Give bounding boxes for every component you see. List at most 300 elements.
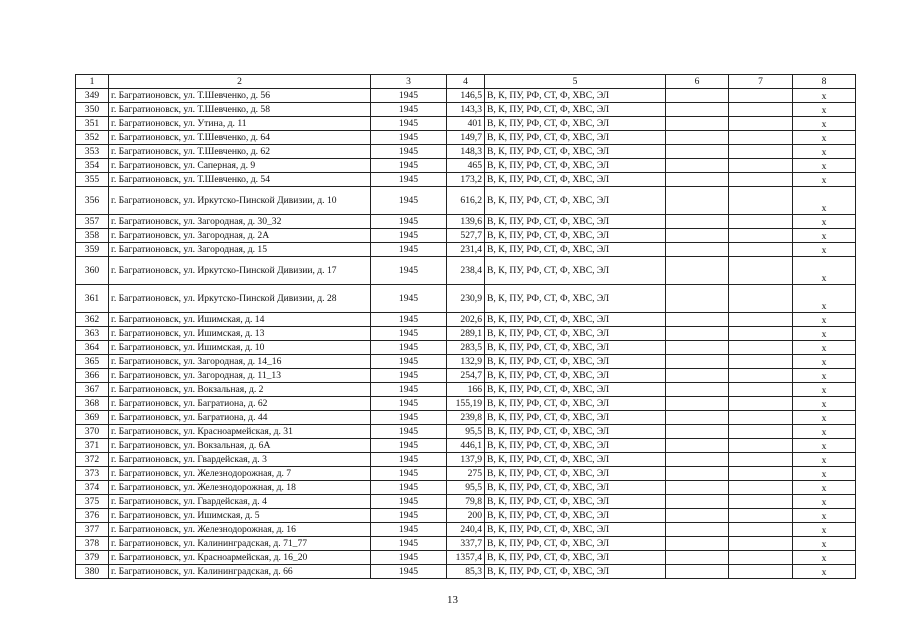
row-number: 373 <box>76 467 109 481</box>
row-services: В, К, ПУ, РФ, СТ, Ф, ХВС, ЭЛ <box>485 355 666 369</box>
row-year: 1945 <box>371 117 447 131</box>
row-services: В, К, ПУ, РФ, СТ, Ф, ХВС, ЭЛ <box>485 523 666 537</box>
table-row <box>76 145 856 159</box>
row-address: г. Багратионовск, ул. Т.Шевченко, д. 56 <box>109 89 371 103</box>
row-col-6 <box>666 285 729 313</box>
row-col-7 <box>729 565 793 579</box>
row-year: 1945 <box>371 523 447 537</box>
row-col-7 <box>729 355 793 369</box>
row-col-7 <box>729 187 793 215</box>
row-area: 401 <box>447 117 485 131</box>
row-col-8: х <box>793 439 856 453</box>
row-col-7 <box>729 257 793 285</box>
table-row <box>76 565 856 579</box>
row-area: 155,19 <box>447 397 485 411</box>
table-row <box>76 439 856 453</box>
row-services: В, К, ПУ, РФ, СТ, Ф, ХВС, ЭЛ <box>485 425 666 439</box>
row-address: г. Багратионовск, ул. Красноармейская, д. 31 <box>109 425 371 439</box>
row-services: В, К, ПУ, РФ, СТ, Ф, ХВС, ЭЛ <box>485 89 666 103</box>
row-col-7 <box>729 243 793 257</box>
row-number: 357 <box>76 215 109 229</box>
row-col-6 <box>666 355 729 369</box>
row-col-8: х <box>793 257 856 285</box>
row-area: 289,1 <box>447 327 485 341</box>
table-row <box>76 383 856 397</box>
row-address: г. Багратионовск, ул. Багратиона, д. 62 <box>109 397 371 411</box>
row-number: 352 <box>76 131 109 145</box>
row-area: 166 <box>447 383 485 397</box>
table-row <box>76 215 856 229</box>
row-address: г. Багратионовск, ул. Загородная, д. 2А <box>109 229 371 243</box>
row-col-8: х <box>793 159 856 173</box>
row-number: 358 <box>76 229 109 243</box>
row-area: 132,9 <box>447 355 485 369</box>
row-address: г. Багратионовск, ул. Вокзальная, д. 2 <box>109 383 371 397</box>
row-address: г. Багратионовск, ул. Т.Шевченко, д. 54 <box>109 173 371 187</box>
table-row <box>76 523 856 537</box>
row-col-8: х <box>793 117 856 131</box>
row-address: г. Багратионовск, ул. Гвардейская, д. 3 <box>109 453 371 467</box>
row-year: 1945 <box>371 355 447 369</box>
row-area: 283,5 <box>447 341 485 355</box>
row-number: 371 <box>76 439 109 453</box>
row-col-8: х <box>793 229 856 243</box>
table-row <box>76 243 856 257</box>
row-address: г. Багратионовск, ул. Багратиона, д. 44 <box>109 411 371 425</box>
row-year: 1945 <box>371 467 447 481</box>
table-body <box>76 89 856 579</box>
row-area: 238,4 <box>447 257 485 285</box>
row-number: 368 <box>76 397 109 411</box>
table-row <box>76 467 856 481</box>
row-col-7 <box>729 159 793 173</box>
row-number: 363 <box>76 327 109 341</box>
row-year: 1945 <box>371 89 447 103</box>
row-year: 1945 <box>371 173 447 187</box>
row-area: 95,5 <box>447 425 485 439</box>
row-col-6 <box>666 383 729 397</box>
row-year: 1945 <box>371 285 447 313</box>
row-services: В, К, ПУ, РФ, СТ, Ф, ХВС, ЭЛ <box>485 453 666 467</box>
table-row <box>76 509 856 523</box>
row-col-7 <box>729 117 793 131</box>
row-col-6 <box>666 509 729 523</box>
row-col-8: х <box>793 411 856 425</box>
row-col-6 <box>666 103 729 117</box>
row-col-6 <box>666 229 729 243</box>
row-address: г. Багратионовск, ул. Загородная, д. 15 <box>109 243 371 257</box>
row-services: В, К, ПУ, РФ, СТ, Ф, ХВС, ЭЛ <box>485 313 666 327</box>
row-year: 1945 <box>371 131 447 145</box>
row-year: 1945 <box>371 383 447 397</box>
row-address: г. Багратионовск, ул. Калининградская, д. 71_77 <box>109 537 371 551</box>
row-col-7 <box>729 131 793 145</box>
row-year: 1945 <box>371 495 447 509</box>
row-col-7 <box>729 411 793 425</box>
row-col-8: х <box>793 551 856 565</box>
row-col-8: х <box>793 89 856 103</box>
row-services: В, К, ПУ, РФ, СТ, Ф, ХВС, ЭЛ <box>485 327 666 341</box>
row-col-7 <box>729 327 793 341</box>
row-services: В, К, ПУ, РФ, СТ, Ф, ХВС, ЭЛ <box>485 467 666 481</box>
row-col-7 <box>729 495 793 509</box>
row-area: 95,5 <box>447 481 485 495</box>
row-year: 1945 <box>371 145 447 159</box>
row-services: В, К, ПУ, РФ, СТ, Ф, ХВС, ЭЛ <box>485 103 666 117</box>
header-col-3: 3 <box>371 75 447 89</box>
header-col-4: 4 <box>447 75 485 89</box>
row-area: 239,8 <box>447 411 485 425</box>
row-year: 1945 <box>371 481 447 495</box>
row-number: 372 <box>76 453 109 467</box>
row-address: г. Багратионовск, ул. Ишимская, д. 10 <box>109 341 371 355</box>
row-col-7 <box>729 369 793 383</box>
row-year: 1945 <box>371 453 447 467</box>
row-number: 360 <box>76 257 109 285</box>
row-col-8: х <box>793 327 856 341</box>
row-year: 1945 <box>371 411 447 425</box>
row-area: 231,4 <box>447 243 485 257</box>
row-year: 1945 <box>371 313 447 327</box>
row-number: 356 <box>76 187 109 215</box>
row-services: В, К, ПУ, РФ, СТ, Ф, ХВС, ЭЛ <box>485 173 666 187</box>
row-address: г. Багратионовск, ул. Ишимская, д. 14 <box>109 313 371 327</box>
row-area: 139,6 <box>447 215 485 229</box>
row-col-6 <box>666 397 729 411</box>
row-col-8: х <box>793 243 856 257</box>
row-services: В, К, ПУ, РФ, СТ, Ф, ХВС, ЭЛ <box>485 229 666 243</box>
row-area: 230,9 <box>447 285 485 313</box>
row-col-6 <box>666 551 729 565</box>
table-row <box>76 187 856 215</box>
table-row <box>76 481 856 495</box>
row-col-8: х <box>793 215 856 229</box>
row-services: В, К, ПУ, РФ, СТ, Ф, ХВС, ЭЛ <box>485 537 666 551</box>
row-services: В, К, ПУ, РФ, СТ, Ф, ХВС, ЭЛ <box>485 187 666 215</box>
table-row <box>76 89 856 103</box>
row-col-7 <box>729 215 793 229</box>
row-year: 1945 <box>371 425 447 439</box>
row-number: 375 <box>76 495 109 509</box>
row-col-8: х <box>793 495 856 509</box>
row-area: 85,3 <box>447 565 485 579</box>
row-address: г. Багратионовск, ул. Т.Шевченко, д. 58 <box>109 103 371 117</box>
row-number: 367 <box>76 383 109 397</box>
row-year: 1945 <box>371 229 447 243</box>
row-services: В, К, ПУ, РФ, СТ, Ф, ХВС, ЭЛ <box>485 341 666 355</box>
row-area: 137,9 <box>447 453 485 467</box>
row-col-8: х <box>793 523 856 537</box>
row-year: 1945 <box>371 397 447 411</box>
row-year: 1945 <box>371 565 447 579</box>
table-row <box>76 159 856 173</box>
row-col-8: х <box>793 285 856 313</box>
table-row <box>76 453 856 467</box>
row-col-6 <box>666 411 729 425</box>
row-area: 143,3 <box>447 103 485 117</box>
row-year: 1945 <box>371 257 447 285</box>
row-col-6 <box>666 145 729 159</box>
table-row <box>76 257 856 285</box>
row-number: 378 <box>76 537 109 551</box>
row-address: г. Багратионовск, ул. Ишимская, д. 13 <box>109 327 371 341</box>
row-area: 254,7 <box>447 369 485 383</box>
row-col-8: х <box>793 313 856 327</box>
row-number: 380 <box>76 565 109 579</box>
row-col-7 <box>729 397 793 411</box>
row-col-7 <box>729 481 793 495</box>
row-address: г. Багратионовск, ул. Гвардейская, д. 4 <box>109 495 371 509</box>
row-year: 1945 <box>371 159 447 173</box>
row-col-8: х <box>793 369 856 383</box>
page-number: 13 <box>447 594 458 606</box>
row-col-7 <box>729 453 793 467</box>
row-area: 240,4 <box>447 523 485 537</box>
row-col-6 <box>666 187 729 215</box>
row-col-7 <box>729 89 793 103</box>
row-col-8: х <box>793 481 856 495</box>
row-number: 361 <box>76 285 109 313</box>
row-services: В, К, ПУ, РФ, СТ, Ф, ХВС, ЭЛ <box>485 285 666 313</box>
row-address: г. Багратионовск, ул. Красноармейская, д. 16_20 <box>109 551 371 565</box>
row-col-7 <box>729 341 793 355</box>
row-number: 362 <box>76 313 109 327</box>
row-col-7 <box>729 509 793 523</box>
row-services: В, К, ПУ, РФ, СТ, Ф, ХВС, ЭЛ <box>485 117 666 131</box>
row-number: 354 <box>76 159 109 173</box>
row-number: 377 <box>76 523 109 537</box>
row-area: 527,7 <box>447 229 485 243</box>
row-area: 337,7 <box>447 537 485 551</box>
row-address: г. Багратионовск, ул. Иркутско-Пинской Дивизии, д. 17 <box>109 257 371 285</box>
row-services: В, К, ПУ, РФ, СТ, Ф, ХВС, ЭЛ <box>485 369 666 383</box>
row-number: 366 <box>76 369 109 383</box>
row-services: В, К, ПУ, РФ, СТ, Ф, ХВС, ЭЛ <box>485 495 666 509</box>
row-number: 349 <box>76 89 109 103</box>
row-col-6 <box>666 369 729 383</box>
row-col-7 <box>729 285 793 313</box>
row-number: 351 <box>76 117 109 131</box>
row-address: г. Багратионовск, ул. Вокзальная, д. 6А <box>109 439 371 453</box>
table-row <box>76 537 856 551</box>
row-address: г. Багратионовск, ул. Железнодорожная, д. 18 <box>109 481 371 495</box>
row-col-6 <box>666 215 729 229</box>
row-address: г. Багратионовск, ул. Ишимская, д. 5 <box>109 509 371 523</box>
row-col-6 <box>666 439 729 453</box>
row-year: 1945 <box>371 215 447 229</box>
row-col-8: х <box>793 397 856 411</box>
buildings-table <box>75 74 856 579</box>
row-address: г. Багратионовск, ул. Загородная, д. 14_16 <box>109 355 371 369</box>
table-row <box>76 397 856 411</box>
row-year: 1945 <box>371 243 447 257</box>
row-col-6 <box>666 537 729 551</box>
row-col-7 <box>729 145 793 159</box>
table-row <box>76 551 856 565</box>
row-col-7 <box>729 537 793 551</box>
row-address: г. Багратионовск, ул. Калининградская, д. 66 <box>109 565 371 579</box>
row-services: В, К, ПУ, РФ, СТ, Ф, ХВС, ЭЛ <box>485 257 666 285</box>
row-col-6 <box>666 89 729 103</box>
table-row <box>76 103 856 117</box>
row-col-8: х <box>793 145 856 159</box>
row-col-7 <box>729 313 793 327</box>
row-col-7 <box>729 425 793 439</box>
table-row <box>76 313 856 327</box>
row-year: 1945 <box>371 537 447 551</box>
header-col-1: 1 <box>76 75 109 89</box>
row-col-8: х <box>793 187 856 215</box>
row-services: В, К, ПУ, РФ, СТ, Ф, ХВС, ЭЛ <box>485 551 666 565</box>
table-row <box>76 411 856 425</box>
row-address: г. Багратионовск, ул. Иркутско-Пинской Дивизии, д. 10 <box>109 187 371 215</box>
row-area: 1357,4 <box>447 551 485 565</box>
row-area: 465 <box>447 159 485 173</box>
row-year: 1945 <box>371 103 447 117</box>
row-col-6 <box>666 159 729 173</box>
row-year: 1945 <box>371 509 447 523</box>
row-col-6 <box>666 327 729 341</box>
row-number: 355 <box>76 173 109 187</box>
row-col-7 <box>729 173 793 187</box>
row-services: В, К, ПУ, РФ, СТ, Ф, ХВС, ЭЛ <box>485 481 666 495</box>
row-col-6 <box>666 243 729 257</box>
row-address: г. Багратионовск, ул. Саперная, д. 9 <box>109 159 371 173</box>
row-col-8: х <box>793 453 856 467</box>
row-address: г. Багратионовск, ул. Утина, д. 11 <box>109 117 371 131</box>
table-row <box>76 229 856 243</box>
row-number: 353 <box>76 145 109 159</box>
row-area: 202,6 <box>447 313 485 327</box>
row-services: В, К, ПУ, РФ, СТ, Ф, ХВС, ЭЛ <box>485 439 666 453</box>
row-col-7 <box>729 467 793 481</box>
row-services: В, К, ПУ, РФ, СТ, Ф, ХВС, ЭЛ <box>485 383 666 397</box>
row-number: 350 <box>76 103 109 117</box>
row-number: 365 <box>76 355 109 369</box>
row-col-8: х <box>793 565 856 579</box>
row-area: 148,3 <box>447 145 485 159</box>
table-row <box>76 495 856 509</box>
row-col-7 <box>729 229 793 243</box>
row-address: г. Багратионовск, ул. Загородная, д. 30_32 <box>109 215 371 229</box>
row-col-8: х <box>793 467 856 481</box>
row-col-8: х <box>793 383 856 397</box>
row-col-8: х <box>793 173 856 187</box>
header-col-2: 2 <box>109 75 371 89</box>
table-row <box>76 327 856 341</box>
row-col-6 <box>666 523 729 537</box>
row-col-8: х <box>793 509 856 523</box>
row-area: 79,8 <box>447 495 485 509</box>
row-services: В, К, ПУ, РФ, СТ, Ф, ХВС, ЭЛ <box>485 215 666 229</box>
table-row <box>76 117 856 131</box>
row-address: г. Багратионовск, ул. Иркутско-Пинской Дивизии, д. 28 <box>109 285 371 313</box>
row-col-6 <box>666 565 729 579</box>
row-col-6 <box>666 481 729 495</box>
row-address: г. Багратионовск, ул. Железнодорожная, д. 7 <box>109 467 371 481</box>
row-col-6 <box>666 425 729 439</box>
table-row <box>76 173 856 187</box>
row-area: 275 <box>447 467 485 481</box>
row-number: 364 <box>76 341 109 355</box>
table-row <box>76 425 856 439</box>
row-address: г. Багратионовск, ул. Т.Шевченко, д. 64 <box>109 131 371 145</box>
row-col-8: х <box>793 355 856 369</box>
header-col-5: 5 <box>485 75 666 89</box>
row-col-6 <box>666 467 729 481</box>
header-col-8: 8 <box>793 75 856 89</box>
row-col-6 <box>666 117 729 131</box>
row-services: В, К, ПУ, РФ, СТ, Ф, ХВС, ЭЛ <box>485 145 666 159</box>
header-row <box>76 75 856 89</box>
row-services: В, К, ПУ, РФ, СТ, Ф, ХВС, ЭЛ <box>485 131 666 145</box>
table-row <box>76 341 856 355</box>
row-col-7 <box>729 523 793 537</box>
row-area: 149,7 <box>447 131 485 145</box>
row-col-6 <box>666 453 729 467</box>
row-col-6 <box>666 313 729 327</box>
row-area: 200 <box>447 509 485 523</box>
row-number: 370 <box>76 425 109 439</box>
row-col-8: х <box>793 131 856 145</box>
row-address: г. Багратионовск, ул. Загородная, д. 11_13 <box>109 369 371 383</box>
row-col-8: х <box>793 537 856 551</box>
row-number: 379 <box>76 551 109 565</box>
row-services: В, К, ПУ, РФ, СТ, Ф, ХВС, ЭЛ <box>485 159 666 173</box>
row-year: 1945 <box>371 187 447 215</box>
row-services: В, К, ПУ, РФ, СТ, Ф, ХВС, ЭЛ <box>485 411 666 425</box>
row-col-7 <box>729 439 793 453</box>
row-col-6 <box>666 173 729 187</box>
row-col-8: х <box>793 341 856 355</box>
row-area: 173,2 <box>447 173 485 187</box>
row-number: 369 <box>76 411 109 425</box>
row-year: 1945 <box>371 551 447 565</box>
row-col-7 <box>729 103 793 117</box>
table-row <box>76 285 856 313</box>
row-area: 446,1 <box>447 439 485 453</box>
row-address: г. Багратионовск, ул. Железнодорожная, д. 16 <box>109 523 371 537</box>
row-services: В, К, ПУ, РФ, СТ, Ф, ХВС, ЭЛ <box>485 243 666 257</box>
header-col-6: 6 <box>666 75 729 89</box>
row-year: 1945 <box>371 341 447 355</box>
row-col-6 <box>666 341 729 355</box>
row-area: 616,2 <box>447 187 485 215</box>
row-services: В, К, ПУ, РФ, СТ, Ф, ХВС, ЭЛ <box>485 397 666 411</box>
row-col-6 <box>666 131 729 145</box>
table-row <box>76 355 856 369</box>
row-col-6 <box>666 495 729 509</box>
row-address: г. Багратионовск, ул. Т.Шевченко, д. 62 <box>109 145 371 159</box>
table-row <box>76 131 856 145</box>
row-area: 146,5 <box>447 89 485 103</box>
row-number: 376 <box>76 509 109 523</box>
row-col-7 <box>729 383 793 397</box>
row-col-8: х <box>793 103 856 117</box>
row-col-8: х <box>793 425 856 439</box>
row-number: 359 <box>76 243 109 257</box>
row-year: 1945 <box>371 439 447 453</box>
row-year: 1945 <box>371 327 447 341</box>
header-col-7: 7 <box>729 75 793 89</box>
row-col-7 <box>729 551 793 565</box>
row-number: 374 <box>76 481 109 495</box>
row-services: В, К, ПУ, РФ, СТ, Ф, ХВС, ЭЛ <box>485 509 666 523</box>
row-services: В, К, ПУ, РФ, СТ, Ф, ХВС, ЭЛ <box>485 565 666 579</box>
row-col-6 <box>666 257 729 285</box>
row-year: 1945 <box>371 369 447 383</box>
table-row <box>76 369 856 383</box>
